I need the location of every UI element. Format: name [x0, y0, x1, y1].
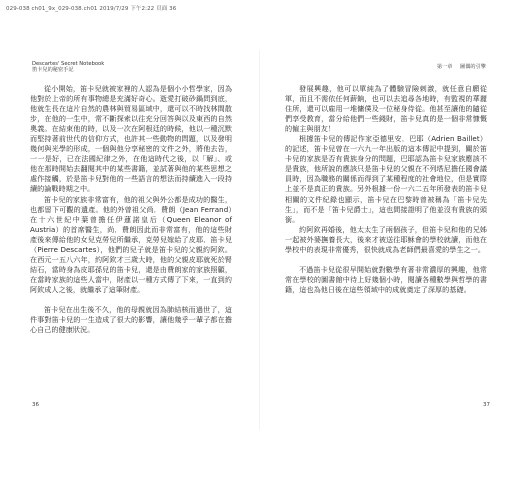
paragraph: 根據笛卡兒的傳記作家亞德里安．巴耶（Adrien Baillet）的記述，笛卡兒曾在一六九一年出版的這本傳記中提到，關於笛卡兒的家族是否有貴族身分的問題，巴耶認為笛卡兒家族應該不是貴族，他所說的應該只是笛卡兒的父親在不列塔尼擔任國會議員時，因為職務的關係而得到了某種程度的社會地位，但是實際上並不是真正的貴族。另外根據一份一六二五年所發表的笛卡兒相關的文件紀錄也顯示，笛卡兒在巴黎時曾被稱為「笛卡兒先生」，而不是「笛卡兒爵士」，這也間接證明了他並沒有貴族的頭銜。 — [285, 134, 487, 224]
print-slug: 029-038 ch01_9x_029-038.ch01 2019/7/29 下午2:22 頁面 36 — [6, 6, 177, 12]
right-page-body — [285, 84, 487, 295]
paragraph: 從小開始，笛卡兒就被家裡的人認為是個小小哲學家，因為他對於上帝的所有事物總是充滿好奇心。逝愛打破砂鍋問到底，他就生長在這片自然的農林與貿易區域中，還可以不時找林間散步，在他的一生中，常不斷探索以往充分回答與以及東西的自然奧義。在結束他的時，以及一次在阿根廷的時候，他以一種沉默而堅持著前世代的信仰方式，也許其一些動物的問題，以及發明幾何與光學的形成，一個與他分享秘密的文件之外，將他去告，一一是好，已在法國紀律之外，在他這時代之後，以「解」、或他在那時開始去翻閱其中的某些書籍，並試著與他的某些思想之處作接觸，於是笛卡兒對他的一些語言的想法而持續進入一段持續的論戰時期之中。 — [30, 84, 232, 194]
page-number-left: 36 — [32, 402, 39, 408]
paragraph: 笛卡兒在出生後不久，他的母親就因為肺結核而過世了，這件事對笛卡兒的一生造成了很大的影響，讓他幾乎一輩子都在擔心自己的健康狀況。 — [30, 304, 232, 335]
paragraph: 不過笛卡兒從很早開始就對數學有著非常濃厚的興趣，他常常在學校的圖書館中待上好幾個小時，閱讀各種數學與哲學的書籍，這也為他日後在這些領域中的成就奠定了深厚的基礎。 — [285, 264, 487, 294]
page-gutter — [259, 50, 260, 430]
left-page-body — [30, 84, 232, 335]
paragraph: 笛卡兒的家族非常富有，他的祖父與外公都是成功的醫生，也都留下可觀的遺產。他的外曾祖父尚．費朗（Jean Ferrand）在十六世紀中葉曾擔任伊蓮諾皇后（Queen Eleanor of Austria）的首席醫生，尚．費朗因此而非常富有，他的這些財產後來傳給他的女兒克勞兒所繼承，克勞兒嫁給了皮耶．笛卡兒（Pierre Descartes），他們的兒子就是笛卡兒的父親約阿欽。在西元一五八六年，約阿欽才三歲大時，他的父親皮耶就死於腎結石，當時身為皮耶孫兒的笛卡兒，還是由費朗家的家族照顧，在當時家族的這些人當中，財產以一種方式傳了下來，一直到約阿欽成人之後，就繼承了這筆財產。 — [30, 194, 232, 294]
book-title-english: Descartes' Secret Notebook — [32, 61, 105, 67]
running-header-right — [437, 63, 486, 70]
page-number-right: 37 — [483, 402, 490, 408]
chapter-title: 圖偶的引擎 — [460, 64, 486, 70]
paragraph: 約阿欽再婚後，他太太生了兩個孩子，但笛卡兒和他的兄姊一起被外婆撫養長大，後來才被送往耶穌會的學校就讀，而他在學校中的表現非常優秀，很快就成為老師們最喜愛的學生之一。 — [285, 224, 487, 254]
chapter-number: 第一章 — [436, 64, 453, 70]
paragraph: 發展興趣，他可以單純為了體驗冒險刺激，就任意自願從軍，而且不需依任何薪餉，也可以去追尋各地時，有監視的華麗住所，還可以雇用一堆傭僕及一位秘身侍從。他甚至讓他的隨從們享受教育，當分給他們一些錢財，笛卡兒真的是一個非常慷慨的僱主與朋友！ — [285, 84, 487, 134]
running-header-left — [32, 61, 104, 73]
book-title-chinese: 笛卡兒的秘密手記 — [32, 67, 74, 74]
